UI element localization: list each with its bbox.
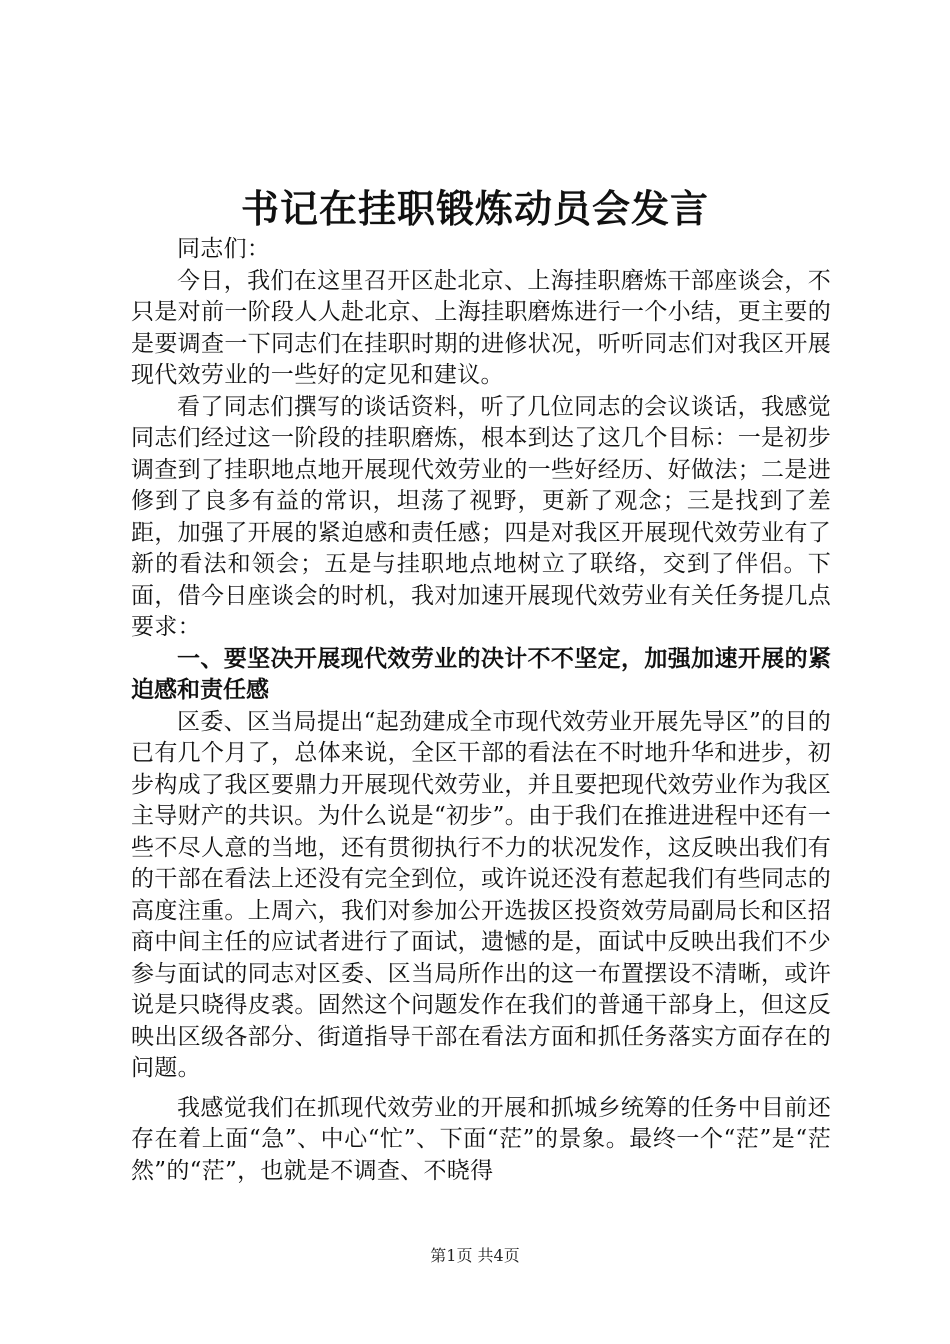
paragraph-section-1: 区委、区当局提出“起劲建成全市现代效劳业开展先导区”的目的已有几个月了，总体来说，全区干部的看法在不时地升华和进步，初步构成了我区要鼎力开展现代效劳业，并且要把现代效劳业作为我区主导财产的共识。为什么说是“初步”。由于我们在推进进程中还有一些不尽人意的当地，还有贯彻执行不力的状况发作，这反映出我们有的干部在看法上还没有完全到位，或许说还没有惹起我们有些同志的高度注重。上周六，我们对参加公开选拔区投资效劳局副局长和区招商中间主任的应试者进行了面试，遗憾的是，面试中反映出我们不少参与面试的同志对区委、区当局所作出的这一布置摆设不清晰，或许说是只晓得皮裘。固然这个问题发作在我们的普通干部身上，但这反映出区级各部分、街道指导干部在看法方面和抓任务落实方面存在的问题。 [131, 708, 831, 1081]
paragraph-opening: 今日，我们在这里召开区赴北京、上海挂职磨炼干部座谈会，不只是对前一阶段人人赴北京、上海挂职磨炼进行一个小结，更主要的是要调查一下同志们在挂职时期的进修状况，听听同志们对我区开展现代效劳业的一些好的定见和建议。 [131, 267, 831, 388]
page-footer: 第1页 共4页 [430, 1246, 520, 1265]
salutation: 同志们： [177, 236, 271, 262]
document-title: 书记在挂职锻炼动员会发言 [240, 186, 709, 231]
paragraph-section-2: 我感觉我们在抓现代效劳业的开展和抓城乡统筹的任务中目前还存在着上面“急”、中心“忙”、下面“茫”的景象。最终一个“茫”是“茫然”的“茫”，也就是不调查、不晓得 [131, 1094, 831, 1184]
section-heading-1: 一、要坚决开展现代效劳业的决计不不坚定，加强加速开展的紧迫感和责任感 [131, 645, 831, 703]
document-body [131, 234, 831, 1187]
paragraph-goals: 看了同志们撰写的谈话资料，听了几位同志的会议谈话，我感觉同志们经过这一阶段的挂职磨炼，根本到达了这几个目标：一是初步调查到了挂职地点地开展现代效劳业的一些好经历、好做法；二是进修到了良多有益的常识，坦荡了视野，更新了观念；三是找到了差距，加强了开展的紧迫感和责任感；四是对我区开展现代效劳业有了新的看法和领会；五是与挂职地点地树立了联络，交到了伴侣。下面，借今日座谈会的时机，我对加速开展现代效劳业有关任务提几点要求： [131, 393, 831, 640]
